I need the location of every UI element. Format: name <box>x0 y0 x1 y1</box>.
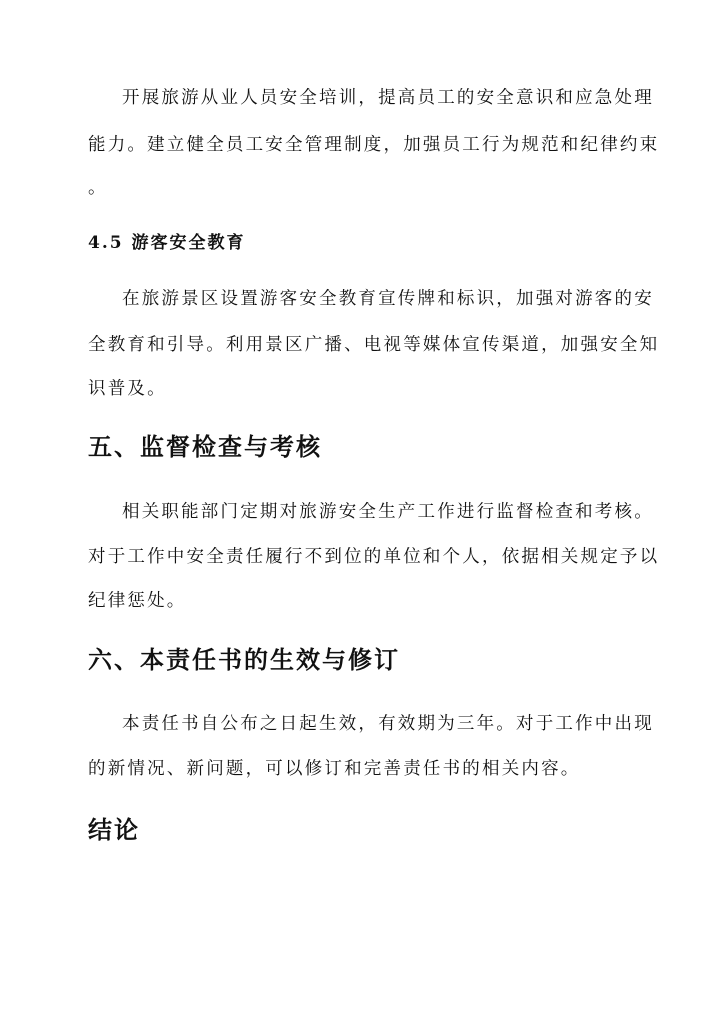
section-heading: 六、本责任书的生效与修订 <box>88 645 400 674</box>
paragraph-line: 识普及。 <box>88 379 167 399</box>
paragraph-line: 的新情况、新问题，可以修订和完善责任书的相关内容。 <box>88 759 581 779</box>
paragraph-line: 纪律惩处。 <box>88 591 187 611</box>
paragraph-line: 开展旅游从业人员安全培训，提高员工的安全意识和应急处理 <box>122 88 654 108</box>
paragraph-line: 在旅游景区设置游客安全教育宣传牌和标识，加强对游客的安 <box>122 289 654 309</box>
paragraph-line: 能力。建立健全员工安全管理制度，加强员工行为规范和纪律约束 <box>88 135 660 155</box>
paragraph-line: 对于工作中安全责任履行不到位的单位和个人，依据相关规定予以 <box>88 547 660 567</box>
paragraph-line: 。 <box>88 178 108 198</box>
section-heading: 五、监督检查与考核 <box>88 432 322 461</box>
subsection-heading: 4.5 游客安全教育 <box>88 233 246 253</box>
paragraph-line: 相关职能部门定期对旅游安全生产工作进行监督检查和考核。 <box>122 502 654 522</box>
conclusion-heading: 结论 <box>88 815 140 844</box>
paragraph-line: 全教育和引导。利用景区广播、电视等媒体宣传渠道，加强安全知 <box>88 335 660 355</box>
paragraph-line: 本责任书自公布之日起生效，有效期为三年。对于工作中出现 <box>122 714 654 734</box>
